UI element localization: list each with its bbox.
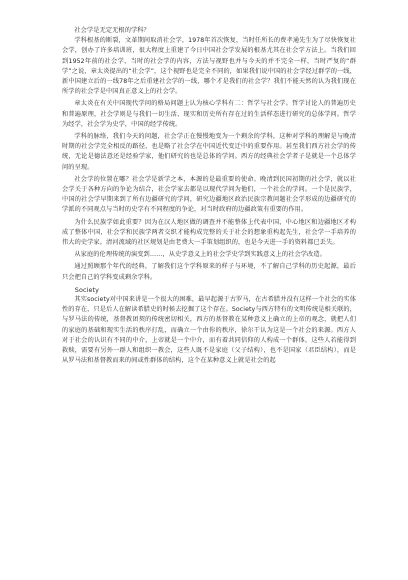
section-heading: Society — [74, 285, 99, 294]
paragraph-2: 章太炎在有关中国现代学问的格局问题上认为核心学科有二：哲学与社会学。哲学讨论人的普遍历史和普遍原理，社会学则是与我们一切生活、现实和历史所有存在过的生活样态进行研究的总体学问。哲学为经学，社会学为史学，中国的经学传统。 — [62, 100, 356, 128]
paragraph-6: 从家庭的伦理传统的演变到……，从史学意义上的社会学史学到实践意义上的社会学改造。 — [74, 251, 326, 259]
question-title: 社会学是无定无根的学科？ — [74, 27, 150, 34]
document-body — [62, 26, 356, 367]
paragraph-3: 学科的脉络，我们今天的问题，社会学正在慢慢地变为一个剩余的学科，这种对学科的理解是与晚清时期的社会学完全相反的路径，也是略了社会学在中国近代变迁中的重要作用。甚至我们西方社会学的传统，无论是德法意还是经验学家，他们研究的也是总体的学问。西方的经典社会学者子是就是一个总体学问的呈现。 — [62, 133, 356, 171]
section-paragraph-1: 其实society对中国来讲是一个很大的困难，最早起源于古罗马，在古希腊并没有这样一个社会的实体性的存在，只是后人在解读希腊史的时候去挖掘了这个存在。Society与西方特有的文明传统是相关联的，与罗马法的传统，基督教团契的传统密切相关，西方的基督教在某种意义上确立的上帝的观念，就把人们的家庭的基础和现实生活的秩序打乱，而确立一个由你的秩序，徐尔干认为这是一个社会的来源。西方人对于社会的认识有不同的中介，上帝就是一个中介，而有着共同信仰的人构成一个群体，这些人若能得到救赎，需要有另外一群人和组织一教会，这些人既不是家庭（父子结构），也不是国家（君臣结构），而是从罗马法和基督教而来的间或性群体的结构，这个在某种意义上就是社会的起 — [62, 296, 356, 365]
paragraph-1: 学科根基的断裂，文革期间取消社会学，1978年首次恢复，当时任所长的费孝通先生为了尽快恢复社会学，创办了许多培训班，很大程度上重建了今日中国社会学发展的根基尤其在社会学方法上。当我们回到1952年前的社会学，当时的社会学的内容，方法与视野也并与今天的并不完全一样，当时严复的“群学”之说，章太炎提出的“社会学”，这个视野也是完全不同的，如果我们说中国的社会学经过群学的一线，新中国建立后的一线78年之后重建社会学的一线，哪个才是我们的社会学？我们不能天然的认为我们现在所学的社会学是中国真正意义上的社会学。 — [62, 37, 356, 96]
paragraph-4: 社会学的位置在哪？社会学是新学之本，本源的是最重要的使命。晚清到民国初期的社会学，就以社会学关于各种方向的争论为结合，社会学家去都是以现代学问为他们，一个社会的学问。一个是民族学，中国的社会学早期来到了所有边疆研究的学问，研究边疆地区政治民族宗教问题社会学形成的边疆研究的学派的不同观点与当时的史学有不同程度的争论，对当时政府的边疆政策有重要的作用。 — [62, 175, 356, 214]
paragraph-7: 通过照顾那个年代的经典，了解我们这个学科原来的样子与环境，不了解自己学科的历史起源，最后只会把自己的学科变成剩余学科。 — [62, 263, 356, 281]
paragraph-5: 为什么民族学如此重要？因为在汉人地区做的调查并不能整体上代表中国，中心地区和边疆地区才构成了整体中国，社会学和民族学两者交织才能构成完整的关于社会的想象重构起先生，社会学一手培养的伟大的史学家。清河流域的社区规划是由老费大一手策划组织的，也是今天进一手的资料都已丢失。 — [62, 218, 356, 247]
